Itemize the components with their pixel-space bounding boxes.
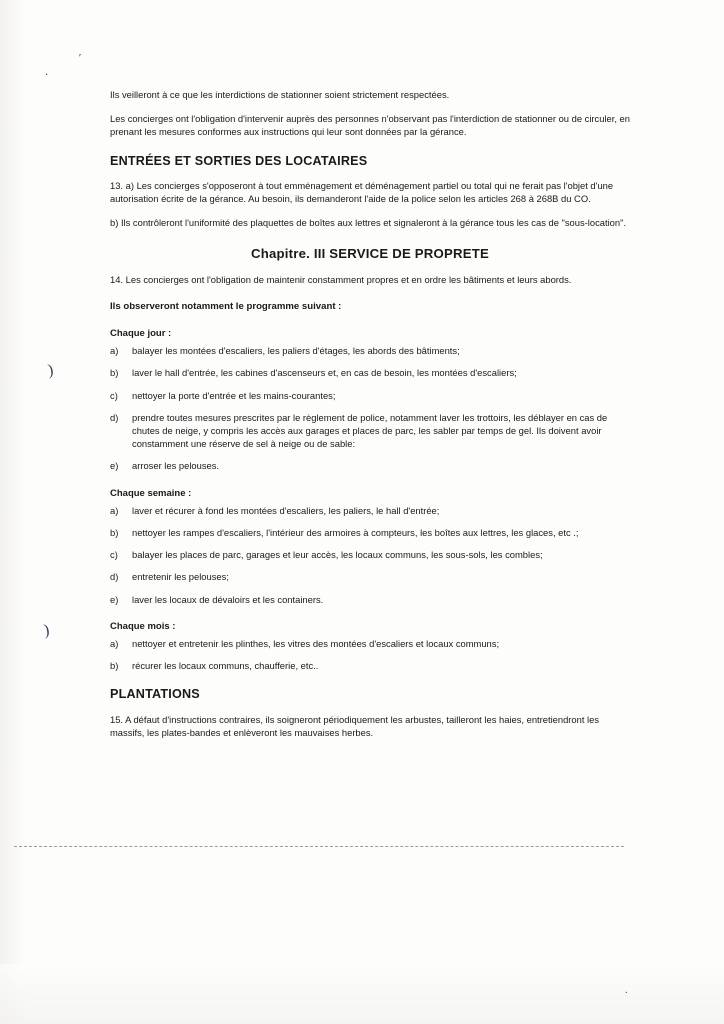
list-item-marker: a): [110, 638, 119, 650]
section-heading-plantations: PLANTATIONS: [110, 687, 200, 702]
program-title: Ils observeront notamment le programme suivant :: [110, 300, 342, 312]
list-item-marker: d): [110, 411, 119, 423]
list-chaque-jour: [110, 344, 630, 472]
list-item-text: laver le hall d'entrée, les cabines d'ascenseurs et, en cas de besoin, les montées d'escaliers;: [132, 367, 517, 379]
list-item-text: balayer les montées d'escaliers, les paliers d'étages, les abords des bâtiments;: [132, 345, 460, 357]
list-item-marker: b): [110, 367, 119, 379]
pen-annotation-top-1: ': [76, 51, 82, 65]
list-item-text: nettoyer et entretenir les plinthes, les vitres des montées d'escaliers et locaux communs;: [132, 638, 500, 650]
list-item-marker: c): [110, 389, 118, 401]
scan-edge-bottom: [0, 964, 724, 1024]
list-item-marker: a): [110, 345, 119, 357]
list-item: [110, 344, 630, 357]
list-item-marker: b): [110, 660, 119, 672]
list-item-text: nettoyer les rampes d'escaliers, l'intérieur des armoires à compteurs, les boîtes aux lettres, les glaces, etc .;: [132, 527, 579, 539]
section-heading-entrees-sorties: ENTRÉES ET SORTIES DES LOCATAIRES: [110, 153, 368, 168]
list-item-text: récurer les locaux communs, chaufferie, etc..: [132, 660, 319, 672]
list-item-text: nettoyer la porte d'entrée et les mains-courantes;: [132, 389, 336, 401]
list-item: [110, 411, 630, 451]
pen-annotation-bottom: .: [625, 985, 628, 996]
list-item: [110, 504, 630, 517]
list-item: [110, 593, 630, 606]
list-item-text: laver et récurer à fond les montées d'escaliers, les paliers, le hall d'entrée;: [132, 504, 440, 516]
list-item: [110, 637, 630, 650]
list-item-text: arroser les pelouses.: [132, 460, 220, 472]
scan-edge-left: [0, 0, 26, 1024]
paragraph-13b: b) Ils contrôleront l'uniformité des plaquettes de boîtes aux lettres et signaleront à la gérance tous les cas de "sous-location".: [110, 217, 627, 229]
pen-annotation-left-1: ): [46, 361, 55, 380]
chapter-heading-service-proprete: Chapitre. III SERVICE DE PROPRETE: [251, 246, 489, 262]
group-title-chaque-mois: Chaque mois :: [110, 620, 176, 632]
pen-annotation-top-2: .: [44, 65, 51, 79]
list-item-marker: e): [110, 593, 119, 605]
list-item-text: laver les locaux de dévaloirs et les containers.: [132, 593, 324, 605]
list-item-marker: e): [110, 460, 119, 472]
list-item: [110, 659, 630, 672]
list-item-text: balayer les places de parc, garages et leur accès, les locaux communs, les sous-sols, les combles;: [132, 549, 543, 561]
group-title-chaque-semaine: Chaque semaine :: [110, 487, 192, 499]
document-body: [110, 88, 630, 750]
list-item: [110, 459, 630, 472]
group-title-chaque-jour: Chaque jour :: [110, 328, 172, 340]
list-item: [110, 548, 630, 561]
paragraph-14: 14. Les concierges ont l'obligation de maintenir constamment propres et en ordre les bâtiments et leurs abords.: [110, 273, 572, 285]
list-item-marker: d): [110, 571, 119, 583]
list-item: [110, 366, 630, 379]
list-chaque-semaine: [110, 504, 630, 606]
paragraph-15: 15. A défaut d'instructions contraires, ils soigneront périodiquement les arbustes, tailleront les haies, entretiendront les massifs, les plates-bandes et enlèveront les mauvaises herbes.: [110, 713, 600, 738]
paragraph-13a: 13. a) Les concierges s'opposeront à tout emménagement et déménagement partiel ou total qui ne ferait pas l'objet d'une autorisation écrite de la gérance. Au besoin, ils demanderont l'aide de la police selon les articles 268 à 268B du CO.: [110, 179, 614, 205]
pencil-strike-line: [14, 846, 624, 848]
list-chaque-mois: [110, 637, 630, 672]
list-item-marker: a): [110, 504, 119, 516]
list-item: [110, 526, 630, 539]
list-item: [110, 389, 630, 402]
list-item-marker: c): [110, 549, 118, 561]
paragraph-intro-1: Ils veilleront à ce que les interdictions de stationner soient strictement respectées.: [110, 89, 450, 100]
list-item-text: prendre toutes mesures prescrites par le règlement de police, notamment laver les trottoirs, les déblayer en cas de chutes de neige, y compris les accès aux garages et places de parc, les sabler par temps de gel. Ils doivent avoir constamment une réserve de sel à neige ou de sable:: [132, 411, 608, 450]
list-item: [110, 570, 630, 583]
paragraph-intro-2: Les concierges ont l'obligation d'intervenir auprès des personnes n'observant pas l'interdiction de stationner ou de circuler, en prenant les mesures conformes aux instructions qui leur sont données par la gérance.: [110, 113, 630, 138]
pen-annotation-left-2: ): [42, 621, 51, 640]
list-item-marker: b): [110, 527, 119, 539]
list-item-text: entretenir les pelouses;: [132, 571, 229, 583]
